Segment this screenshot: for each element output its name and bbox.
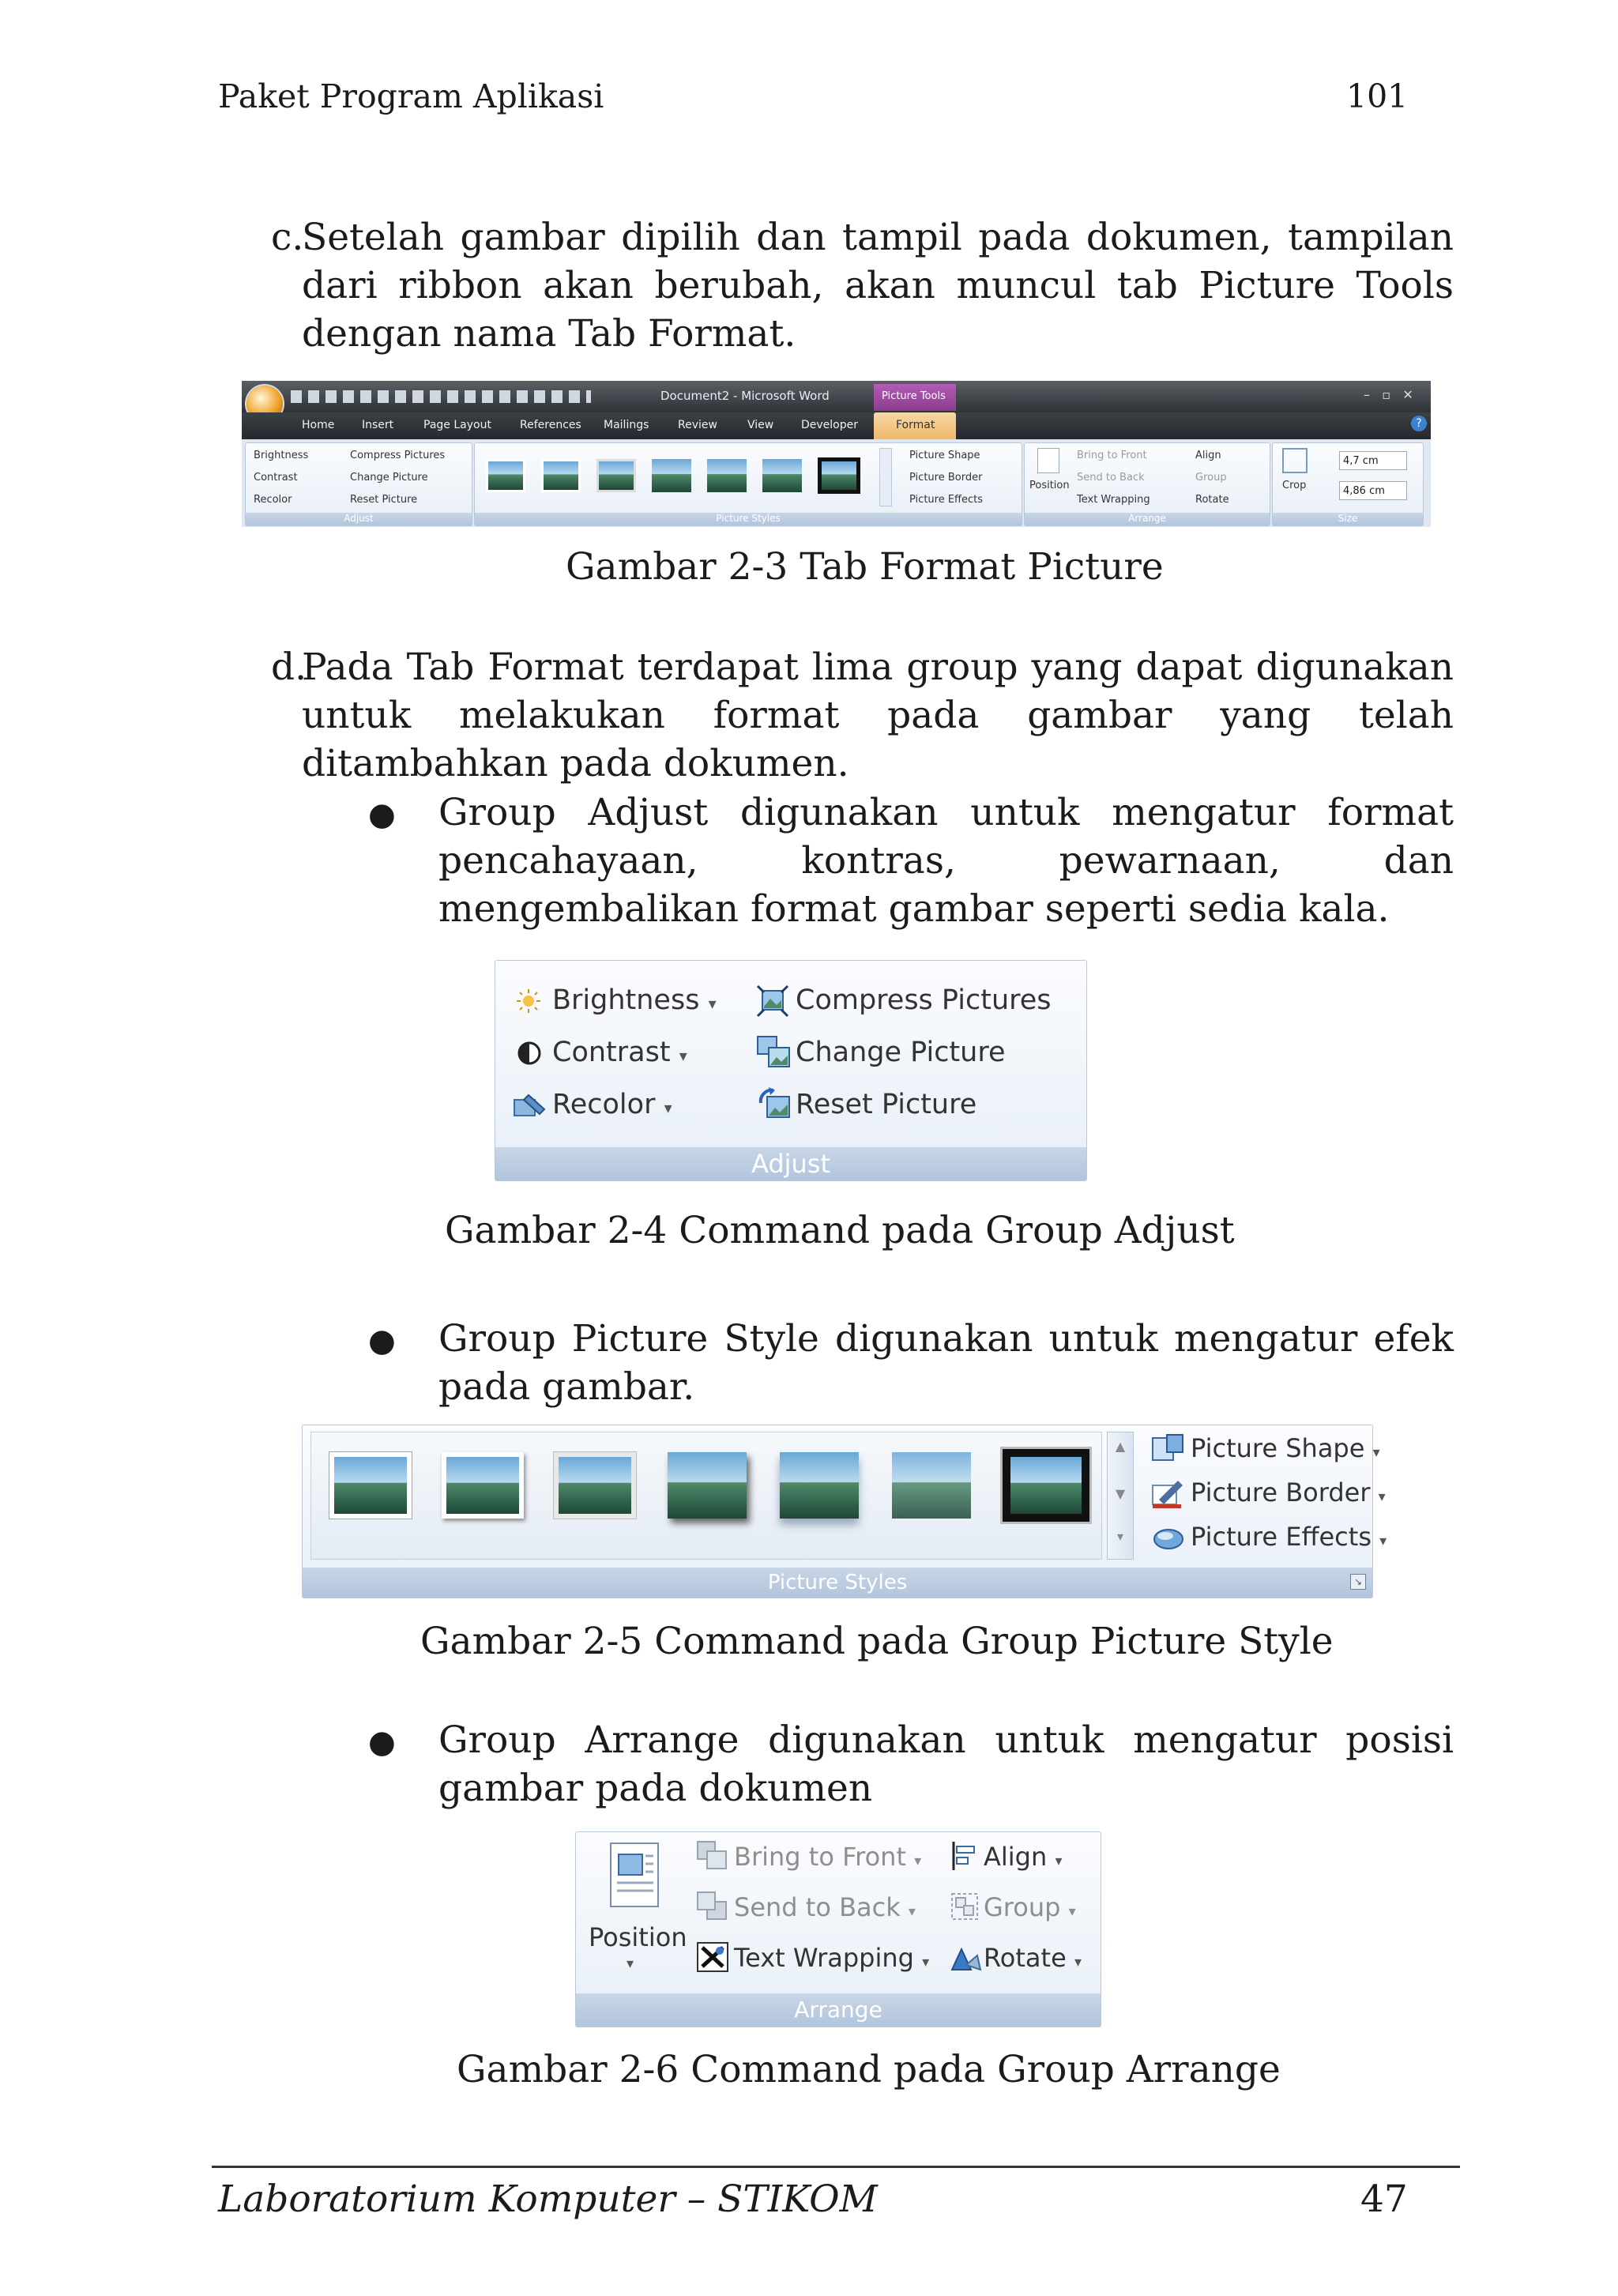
dropdown-arrow-icon: ▾ <box>708 994 717 1013</box>
picture-border-small[interactable]: Picture Border <box>909 472 983 484</box>
picture-styles-label: Picture Styles <box>767 1571 908 1594</box>
align-icon <box>949 1840 980 1872</box>
header-page-number: 101 <box>1346 77 1409 115</box>
dropdown-arrow-icon: ▾ <box>627 1955 634 1972</box>
bullet-arrange-text: Group Arrange digunakan untuk mengatur posisi gambar pada dokumen <box>438 1718 1454 1810</box>
footer-rule <box>212 2166 1460 2168</box>
dropdown-arrow-icon: ▾ <box>914 1853 922 1869</box>
window-title: Document2 - Microsoft Word <box>660 389 830 403</box>
send-to-back-button[interactable] <box>734 1892 916 1922</box>
style-thumb-drop-shadow[interactable] <box>668 1452 747 1519</box>
group-size-small <box>1272 442 1424 526</box>
text-wrapping-icon <box>696 1941 729 1973</box>
group-adjust-small <box>245 442 472 526</box>
picture-effects-label: Picture Effects <box>1191 1522 1372 1552</box>
bring-to-front-label: Bring to Front <box>734 1842 906 1872</box>
style-thumb[interactable] <box>707 459 747 492</box>
picture-effects-button[interactable] <box>1191 1522 1387 1552</box>
height-field[interactable]: 4,7 cm <box>1339 451 1407 470</box>
width-field[interactable]: 4,86 cm <box>1339 481 1407 500</box>
group-button[interactable] <box>984 1892 1076 1922</box>
picture-styles-group <box>302 1425 1387 1598</box>
style-thumb-thick-black[interactable] <box>1003 1449 1089 1522</box>
scroll-up-icon[interactable]: ▲ <box>1115 1439 1126 1454</box>
recolor-button[interactable] <box>552 1089 672 1120</box>
picture-border-icon <box>1151 1477 1184 1509</box>
adjust-group <box>495 960 1087 1181</box>
style-thumb[interactable] <box>762 459 802 492</box>
contrast-icon <box>516 1040 544 1067</box>
change-picture-small[interactable]: Change Picture <box>350 472 428 484</box>
text-wrapping-label: Text Wrapping <box>734 1943 914 1973</box>
crop-small[interactable]: Crop <box>1282 480 1307 491</box>
picture-shape-label: Picture Shape <box>1191 1433 1365 1463</box>
gallery-more-icon[interactable]: ▾ <box>1116 1529 1124 1544</box>
bring-front-small[interactable]: Bring to Front <box>1077 450 1147 461</box>
dropdown-arrow-icon: ▾ <box>679 1046 687 1065</box>
group-arrange-small <box>1024 442 1270 526</box>
align-label: Align <box>984 1842 1048 1872</box>
para-d-letter: d. <box>271 646 307 689</box>
dropdown-arrow-icon: ▾ <box>1068 1903 1076 1920</box>
footer-text: Laboratorium Komputer – STIKOM <box>218 2177 878 2221</box>
brightness-label: Brightness <box>552 984 700 1016</box>
change-picture-icon <box>756 1035 791 1070</box>
send-to-back-label: Send to Back <box>734 1892 901 1922</box>
gallery-scroll[interactable] <box>879 448 892 506</box>
dropdown-arrow-icon: ▾ <box>922 1954 930 1970</box>
picture-effects-small[interactable]: Picture Effects <box>909 494 984 506</box>
crop-icon <box>1282 448 1308 473</box>
picture-shape-button[interactable] <box>1191 1433 1380 1463</box>
help-icon[interactable]: ? <box>1411 416 1427 431</box>
picture-border-label: Picture Border <box>1191 1477 1371 1507</box>
compress-pictures-button[interactable]: Compress Pictures <box>796 984 1052 1016</box>
brightness-button[interactable] <box>552 984 717 1016</box>
dropdown-arrow-icon: ▾ <box>908 1903 916 1920</box>
tab-review[interactable]: Review <box>678 419 717 431</box>
tab-insert[interactable]: Insert <box>362 419 394 431</box>
style-thumb[interactable] <box>486 459 525 492</box>
bullet-dot: ● <box>368 1323 396 1359</box>
dropdown-arrow-icon: ▾ <box>1074 1954 1082 1970</box>
style-thumb-beveled[interactable] <box>442 1452 524 1519</box>
quick-access-toolbar[interactable] <box>291 390 591 403</box>
rotate-small[interactable]: Rotate <box>1195 494 1229 506</box>
bullet-dot: ● <box>368 796 396 833</box>
bring-to-front-button[interactable] <box>734 1842 921 1872</box>
rotate-button[interactable] <box>984 1943 1082 1973</box>
dialog-launcher-icon[interactable]: ↘ <box>1350 1574 1366 1590</box>
para-c-body: Setelah gambar dipilih dan tampil pada dokumen, tampilan dari ribbon akan berubah, akan muncul tab Picture Tools dengan nama Tab Format. <box>302 216 1454 356</box>
running-header: Paket Program Aplikasi <box>218 77 604 115</box>
compress-small[interactable]: Compress Pictures <box>350 450 446 461</box>
dropdown-arrow-icon: ▾ <box>1372 1444 1380 1461</box>
adjust-label-small: Adjust <box>344 513 374 524</box>
position-icon <box>608 1840 663 1911</box>
recolor-label: Recolor <box>552 1089 656 1120</box>
adjust-label: Adjust <box>495 1147 1086 1180</box>
brightness-small[interactable]: Brightness <box>254 450 309 461</box>
group-small[interactable]: Group <box>1195 472 1227 484</box>
contrast-small[interactable]: Contrast <box>254 472 298 484</box>
picture-border-button[interactable] <box>1191 1477 1386 1507</box>
style-thumb-metal[interactable] <box>554 1452 636 1519</box>
picture-shape-icon <box>1151 1433 1184 1465</box>
contrast-button[interactable] <box>552 1037 687 1068</box>
group-picture-styles-small <box>474 442 1022 526</box>
bullet-adjust-text: Group Adjust digunakan untuk mengatur format pencahayaan, kontras, pewarnaan, dan mengembalikan format gambar seperti sedia kala. <box>438 791 1454 931</box>
recolor-small[interactable]: Recolor <box>254 494 292 506</box>
picture-shape-small[interactable]: Picture Shape <box>909 450 980 461</box>
picture-effects-icon <box>1151 1522 1184 1553</box>
position-button[interactable]: Position <box>589 1922 687 1952</box>
arrange-group <box>575 1831 1101 2027</box>
dropdown-arrow-icon: ▾ <box>664 1098 672 1117</box>
tab-references[interactable]: References <box>520 419 581 431</box>
change-picture-button[interactable]: Change Picture <box>796 1037 1006 1068</box>
style-thumb[interactable] <box>652 459 691 492</box>
text-wrapping-button[interactable] <box>734 1943 929 1973</box>
style-thumb-soft-edge[interactable] <box>892 1452 971 1519</box>
reset-picture-icon <box>756 1086 791 1120</box>
position-small[interactable]: Position <box>1029 480 1070 491</box>
picture-tools-label: Picture Tools <box>882 390 946 402</box>
text-wrapping-small[interactable]: Text Wrapping <box>1077 494 1150 506</box>
group-icon <box>949 1891 980 1922</box>
send-back-small[interactable]: Send to Back <box>1077 472 1145 484</box>
arrange-label: Arrange <box>576 1993 1101 2027</box>
style-thumb-reflected[interactable] <box>780 1452 859 1519</box>
style-thumb-simple-frame[interactable] <box>329 1452 412 1519</box>
figure-2-6-caption: Gambar 2-6 Command pada Group Arrange <box>457 2048 1281 2091</box>
tab-mailings[interactable]: Mailings <box>604 419 649 431</box>
brightness-icon <box>514 988 543 1014</box>
tab-format-label: Format <box>896 419 935 431</box>
tab-home[interactable]: Home <box>302 419 335 431</box>
compress-pictures-icon <box>756 984 789 1018</box>
tab-view[interactable]: View <box>747 419 774 431</box>
recolor-icon <box>513 1092 547 1119</box>
ribbon-format-screenshot <box>242 381 1431 527</box>
rotate-label: Rotate <box>984 1943 1067 1973</box>
para-c-text <box>302 213 1454 358</box>
figure-2-4-caption: Gambar 2-4 Command pada Group Adjust <box>445 1209 1235 1252</box>
align-small[interactable]: Align <box>1195 450 1221 461</box>
position-icon-small <box>1037 448 1059 473</box>
arrange-label-small: Arrange <box>1128 513 1166 524</box>
figure-2-5-caption: Gambar 2-5 Command pada Group Picture Style <box>420 1620 1334 1663</box>
send-to-back-icon <box>696 1891 729 1922</box>
bring-to-front-icon <box>696 1840 729 1872</box>
size-label-small: Size <box>1338 513 1358 524</box>
tab-developer[interactable]: Developer <box>801 419 859 431</box>
window-controls[interactable]: – ▫ ✕ <box>1364 387 1413 402</box>
group-label: Group <box>984 1892 1061 1922</box>
para-c-letter: c. <box>271 216 304 259</box>
dropdown-arrow-icon: ▾ <box>1055 1853 1063 1869</box>
reset-picture-small[interactable]: Reset Picture <box>350 494 418 506</box>
rotate-icon <box>949 1941 982 1973</box>
para-d-text <box>302 643 1454 788</box>
align-button[interactable] <box>984 1842 1062 1872</box>
picture-styles-label-small: Picture Styles <box>716 513 781 524</box>
dropdown-arrow-icon: ▾ <box>1379 1533 1387 1549</box>
dropdown-arrow-icon: ▾ <box>1378 1489 1386 1505</box>
style-thumb[interactable] <box>541 459 581 492</box>
gallery-scrollbar[interactable] <box>1107 1432 1134 1560</box>
bullet-picture-style-text: Group Picture Style digunakan untuk mengatur efek pada gambar. <box>438 1317 1454 1409</box>
style-thumb[interactable] <box>596 459 636 492</box>
figure-2-3-caption: Gambar 2-3 Tab Format Picture <box>566 545 1164 589</box>
picture-styles-label-bar <box>303 1568 1372 1598</box>
bullet-dot: ● <box>368 1724 396 1760</box>
footer-page-number: 47 <box>1360 2177 1408 2221</box>
tab-page-layout[interactable]: Page Layout <box>423 419 491 431</box>
para-d-body: Pada Tab Format terdapat lima group yang dapat digunakan untuk melakukan format pada gambar yang telah ditambahkan pada dokumen. <box>302 646 1454 785</box>
style-thumb[interactable] <box>818 457 860 494</box>
reset-picture-button[interactable]: Reset Picture <box>796 1089 977 1120</box>
scroll-down-icon[interactable]: ▼ <box>1115 1486 1126 1501</box>
contrast-label: Contrast <box>552 1037 671 1068</box>
